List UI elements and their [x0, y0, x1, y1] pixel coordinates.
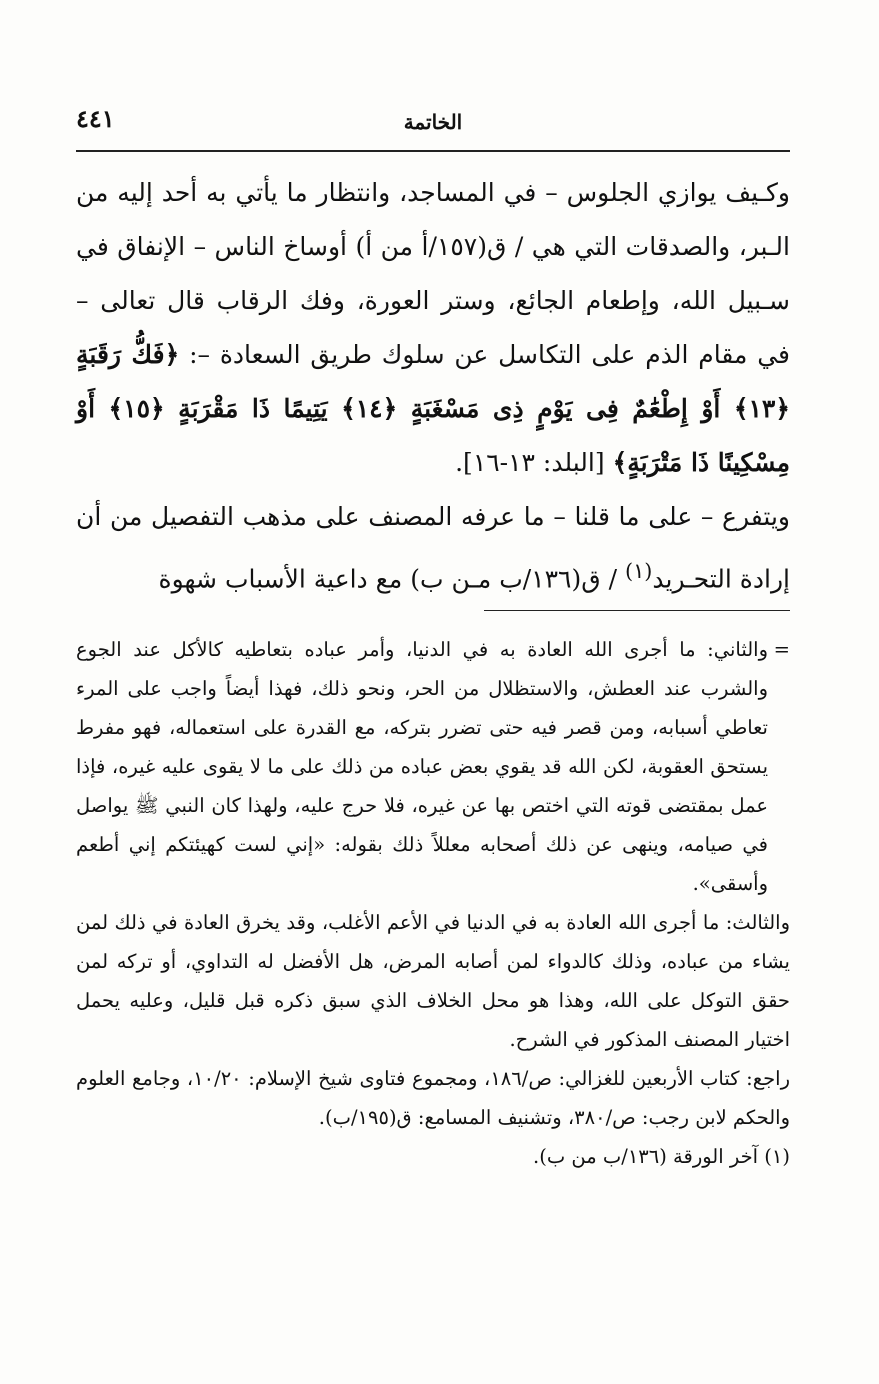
main-text [76, 166, 790, 606]
paragraph-1-text: وكـيف يوازي الجلوس – في المساجد، وانتظار ما يأتي به أحد إليه من الـبر، والصدقات التي هي / ق(١٥٧/أ من أ) أوساخ الناس – الإنفاق في سـبيل الله، وإطعام الجائع، وستر العورة، وفك الرقاب قال تعالى – في مقام الذم على التكاسل عن سلوك طريق السعادة –: [76, 178, 790, 369]
running-title: الخاتمة [403, 110, 463, 134]
continuation-marker: = [773, 638, 790, 661]
footnote-1-text: آخر الورقة (١٣٦/ب من ب). [533, 1145, 765, 1168]
paragraph-2-text-before: ويتفرع – على ما قلنا – ما عرفه المصنف على مذهب التفصيل من أن إرادة التحـريد [76, 502, 790, 594]
footnote-1 [76, 1137, 790, 1176]
footnotes [76, 630, 790, 1176]
header-rule [76, 150, 790, 152]
footnote-reference: (١) [624, 559, 653, 583]
paragraph-1 [76, 166, 790, 490]
footnote-continuation-text: والثاني: ما أجرى الله العادة به في الدنيا، وأمر عباده بتعاطيه كالأكل عند الجوع والشرب عند العطش، والاستظلال من الحر، ونحو ذلك، فهذا أيضاً واجب على المرء تعاطي أسبابه، ومن قصر فيه حتى تضرر بتركه، مع القدرة على استعماله، فهو مفرط يستحق العقوبة، لكن الله قد يقوي بعض عباده من ذلك على ما لا يقوى عليه غيره، فإذا عمل بمقتضى قوته التي اختص بها عن غيره، فلا حرج عليه، ولهذا كان النبي ﷺ يواصل في صيامه، وينهى عن ذلك أصحابه معللاً ذلك بقوله: «إني لست كهيئتكم إني أطعم وأسقى». [76, 638, 768, 895]
footnote-1-marker: (١) [764, 1145, 790, 1168]
footnote-third-category: والثالث: ما أجرى الله العادة به في الدنيا في الأعم الأغلب، وقد يخرق العادة في ذلك لمن يشاء من عباده، وذلك كالدواء لمن أصابه المرض، هل الأفضل له التداوي، أو تركه لمن حقق التوكل على الله، وهذا هو محل الخلاف الذي سبق ذكره قبل قليل، وعليه يحمل اختيار المصنف المذكور في الشرح. [76, 911, 790, 1051]
paragraph-2 [76, 490, 790, 606]
quran-verse: ﴿فَكُّ رَقَبَةٍ ﴿١٣﴾ أَوْ إِطْعَٰمٌ فِى يَوْمٍ ذِى مَسْغَبَةٍ ﴿١٤﴾ يَتِيمًا ذَا مَقْرَبَةٍ ﴿١٥﴾ أَوْ مِسْكِينًا ذَا مَتْرَبَةٍ﴾ [76, 340, 790, 477]
paragraph-2-text-after: / ق(١٣٦/ب مـن ب) مع داعية الأسباب شهوة [158, 564, 625, 594]
footnote-continuation [76, 630, 790, 903]
page-header [76, 104, 790, 148]
verse-reference: [البلد: ١٣-١٦]. [455, 448, 613, 477]
footnote-rule [484, 610, 790, 611]
footnote-sources: راجع: كتاب الأربعين للغزالي: ص/١٨٦، ومجموع فتاوى شيخ الإسلام: ١٠/٢٠، وجامع العلوم والحكم لابن رجب: ص/٣٨٠، وتشنيف المسامع: ق(١٩٥/ب). [76, 1067, 790, 1129]
page-number: ٤٤١ [76, 104, 115, 133]
